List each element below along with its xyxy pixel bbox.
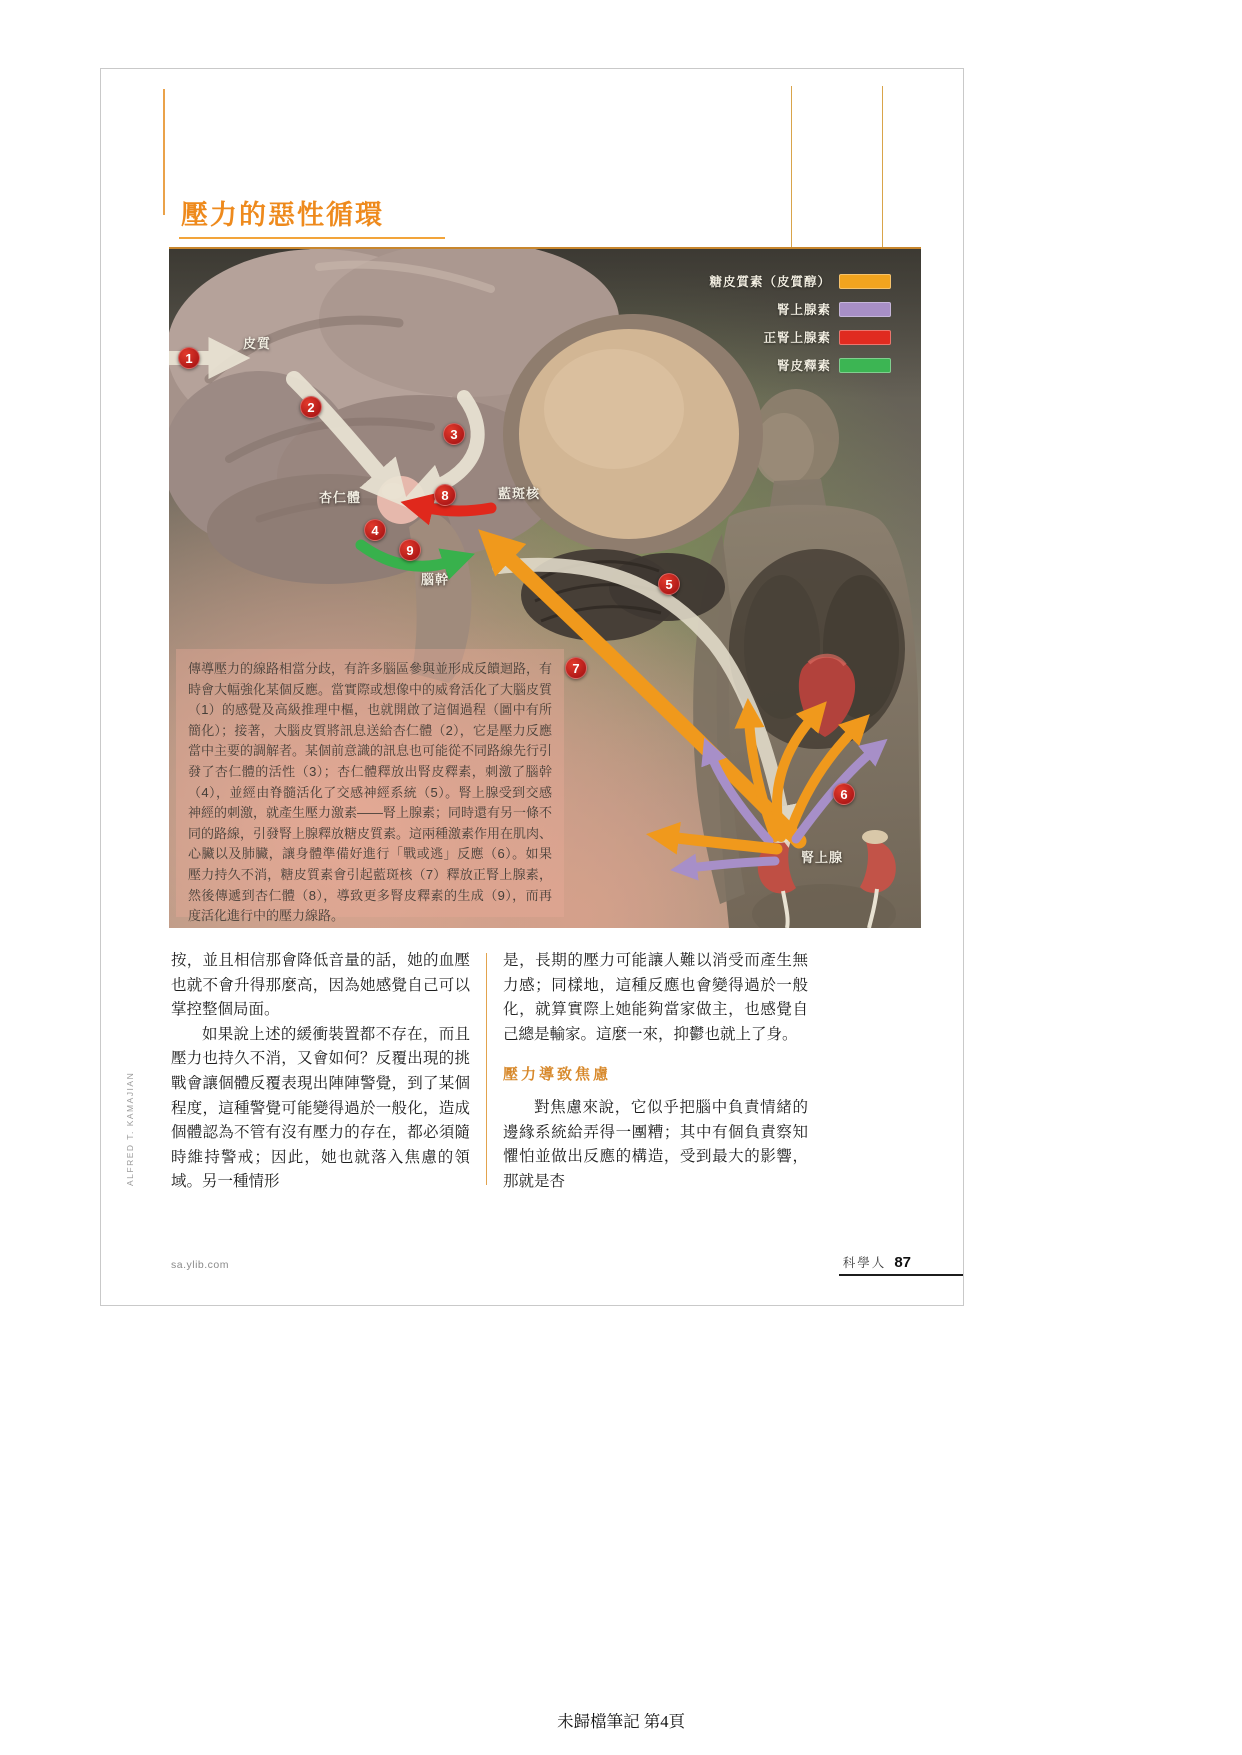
paragraph: 是，長期的壓力可能讓人難以消受而產生無力感；同樣地，這種反應也會變得過於一般化，就算實際上她能夠當家做主，也感覺自己總是輸家。這麼一來，抑鬱也就上了身。 [503,952,808,1043]
figure-title: 壓力的惡性循環 [179,193,445,239]
label-cortex: 皮質 [243,336,272,351]
left-accent-bar [163,89,165,215]
article-body [171,949,908,1195]
label-brainstem: 腦幹 [421,572,450,587]
step-marker-8: 8 [434,484,456,506]
step-marker-4: 4 [364,519,386,541]
paragraph: 按，並且相信那會降低音量的話，她的血壓也就不會升得那麼高，因為她感覺自己可以掌控整個局面。 [171,952,470,1019]
article-column-right [503,949,808,1195]
magazine-name: 科學人 [842,1256,887,1270]
article-column-left [171,949,470,1195]
section-heading: 壓力導致焦慮 [503,1066,612,1084]
footer-folio [843,1253,911,1271]
legend-swatch-adrenaline [839,302,891,317]
column-divider [486,953,487,1185]
step-marker-6: 6 [833,783,855,805]
arrow-norepinephrine [423,507,491,511]
page-number: 87 [894,1254,911,1271]
footer-website: sa.ylib.com [171,1259,230,1271]
legend-label: 腎上腺素 [776,303,831,317]
illustrator-credit: ALFRED T. KAMAJIAN [125,1071,135,1186]
step-marker-7: 7 [565,657,587,679]
legend-item [709,301,891,317]
legend-item [709,357,891,373]
step-marker-5: 5 [658,573,680,595]
step-marker-2: 2 [300,396,322,418]
legend-item [709,273,891,289]
label-adrenal-gland: 腎上腺 [801,850,844,865]
step-marker-3: 3 [443,423,465,445]
figure-legend [709,273,891,385]
printout-note: 未歸檔筆記 第4頁 [557,1712,685,1731]
legend-label: 腎皮釋素 [776,359,831,373]
legend-label: 糖皮質素（皮質醇） [709,275,831,289]
paragraph: 對焦慮來說，它似乎把腦中負責情緒的邊緣系統給弄得一團糟；其中有個負責察知懼怕並做出反應的構造，受到最大的影響，那就是杏 [503,1098,808,1190]
step-marker-9: 9 [399,539,421,561]
page-frame [100,68,964,1306]
decorative-rule [791,86,792,247]
legend-swatch-norepinephrine [839,330,891,345]
footer-rule [839,1274,963,1276]
stress-cycle-figure [169,247,921,928]
legend-item [709,329,891,345]
label-locus-coeruleus: 藍斑核 [498,486,541,501]
legend-label: 正腎上腺素 [763,331,831,345]
legend-swatch-crh [839,358,891,373]
legend-swatch-glucocorticoid [839,274,891,289]
label-amygdala: 杏仁體 [319,490,362,505]
figure-caption: 傳導壓力的線路相當分歧，有許多腦區參與並形成反饋迴路，有時會大幅強化某個反應。當實際或想像中的威脅活化了大腦皮質（1）的感覺及高級推理中樞，也就開啟了這個過程（圖中有所簡化）；接著，大腦皮質將訊息送給杏仁體（2），它是壓力反應當中主要的調解者。某個前意識的訊息也可能從不同路線先行引發了杏仁體的活性（3）；杏仁體釋放出腎皮釋素，刺激了腦幹（4），並經由脊髓活化了交感神經系統（5）。腎上腺受到交感神經的刺激，就產生壓力激素——腎上腺素；同時還有另一條不同的路線，引發腎上腺釋放糖皮質素。這兩種激素作用在肌肉、心臟以及肺臟，讓身體準備好進行「戰或逃」反應（6）。如果壓力持久不消，糖皮質素會引起藍斑核（7）釋放正腎上腺素，然後傳遞到杏仁體（8），導致更多腎皮釋素的生成（9），而再度活化進行中的壓力線路。 [176,649,564,917]
decorative-rule [882,86,883,247]
step-marker-1: 1 [178,347,200,369]
paragraph: 如果說上述的緩衝裝置都不存在，而且壓力也持久不消，又會如何？反覆出現的挑戰會讓個體反覆表現出陣陣警覺，到了某個程度，這種警覺可能變得過於一般化，造成個體認為不管有沒有壓力的存在，都必須隨時維持警戒；因此，她也就落入焦慮的領域。另一種情形 [171,1025,470,1191]
